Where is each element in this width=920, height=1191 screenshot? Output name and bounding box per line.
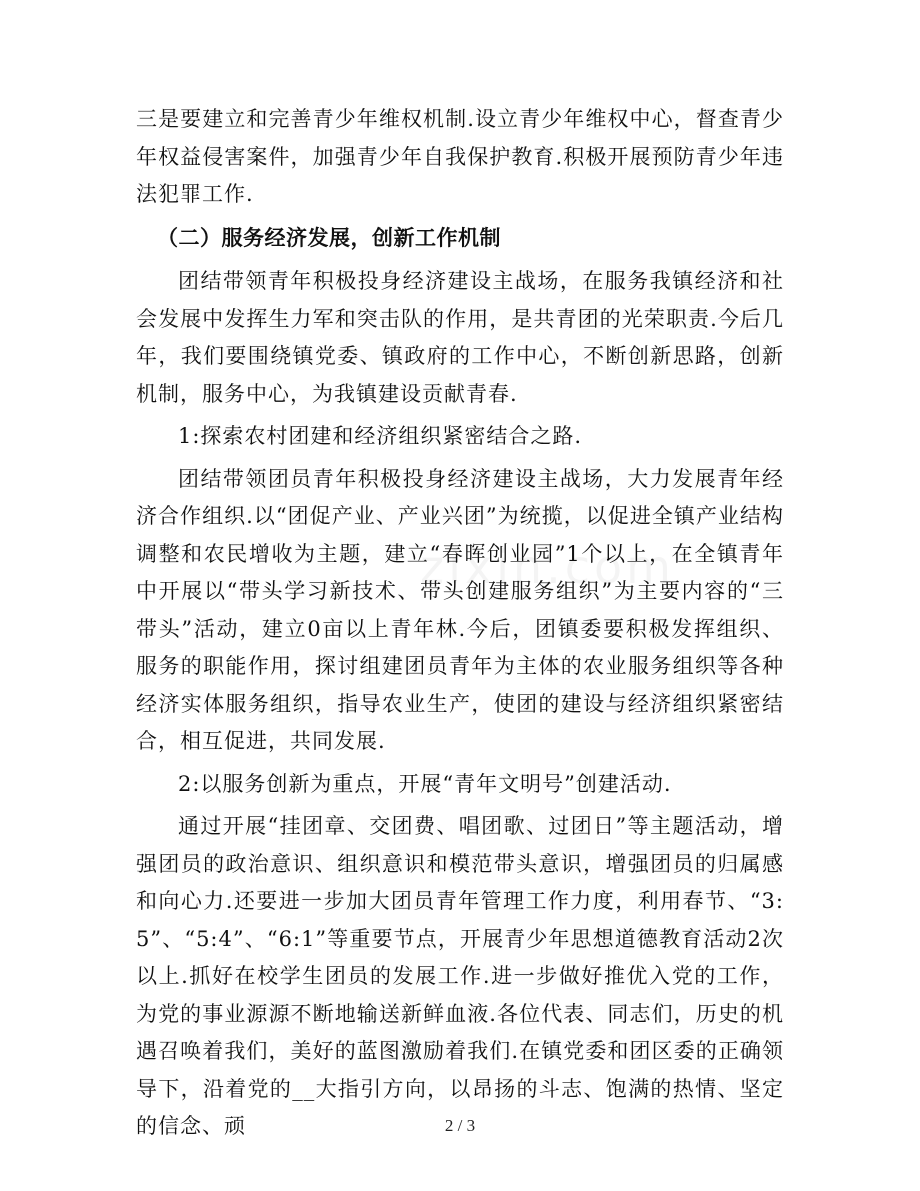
paragraph-rural-league: 团结带领团员青年积极投身经济建设主战场，大力发展青年经济合作组织.以“团促产业、产业兴团”为统揽，以促进全镇产业结构调整和农民增收为主题，建立“春晖创业园”1个以上，在全镇青年中开展以“带头学习新技术、带头创建服务组织”为主要内容的“三带头”活动，建立0亩以上青年林.今后，团镇委要积极发挥组织、服务的职能作用，探讨组建团员青年为主体的农业服务组织等各种经济实体服务组织，指导农业生产，使团的建设与经济组织紧密结合，相互促进，共同发展. xyxy=(136,466,784,753)
document-body xyxy=(136,101,784,1151)
section-heading-economy: （二）服务经济发展，创新工作机制 xyxy=(157,224,501,250)
page-number: 2 / 3 xyxy=(444,1116,476,1135)
paragraph-economic-service: 团结带领青年积极投身经济建设主战场，在服务我镇经济和社会发展中发挥生力军和突击队的作用，是共青团的光荣职责.今后几年，我们要围绕镇党委、镇政府的工作中心，不断创新思路，创新机制，服务中心，为我镇建设贡献青春. xyxy=(136,269,784,406)
subheading-rural-league: 1:探索农村团建和经济组织紧密结合之路. xyxy=(178,424,583,448)
paragraph-rights-protection: 三是要建立和完善青少年维权机制.设立青少年维权中心，督查青少年权益侵害案件，加强青少年自我保护教育.积极开展预防青少年违法犯罪工作. xyxy=(136,107,784,206)
subheading-civilization: 2:以服务创新为重点，开展“青年文明号”创建活动. xyxy=(178,771,672,796)
paragraph-civilization: 通过开展“挂团章、交团费、唱团歌、过团日”等主题活动，增强团员的政治意识、组织意识和模范带头意识，增强团员的归属感和向心力.还要进一步加大团员青年管理工作力度，利用春节、“3:5”、“5:4”、“6:1”等重要节点，开展青少年思想道德教育活动2次以上.抓好在校学生团员的发展工作.进一步做好推优入党的工作，为党的事业源源不断地输送新鲜血液.各位代表、同志们，历史的机遇召唤着我们，美好的蓝图激励着我们.在镇党委和团区委的正确领导下，沿着党的__大指引方向，以昂扬的斗志、饱满的热情、坚定的信念、顽 xyxy=(136,814,784,1138)
